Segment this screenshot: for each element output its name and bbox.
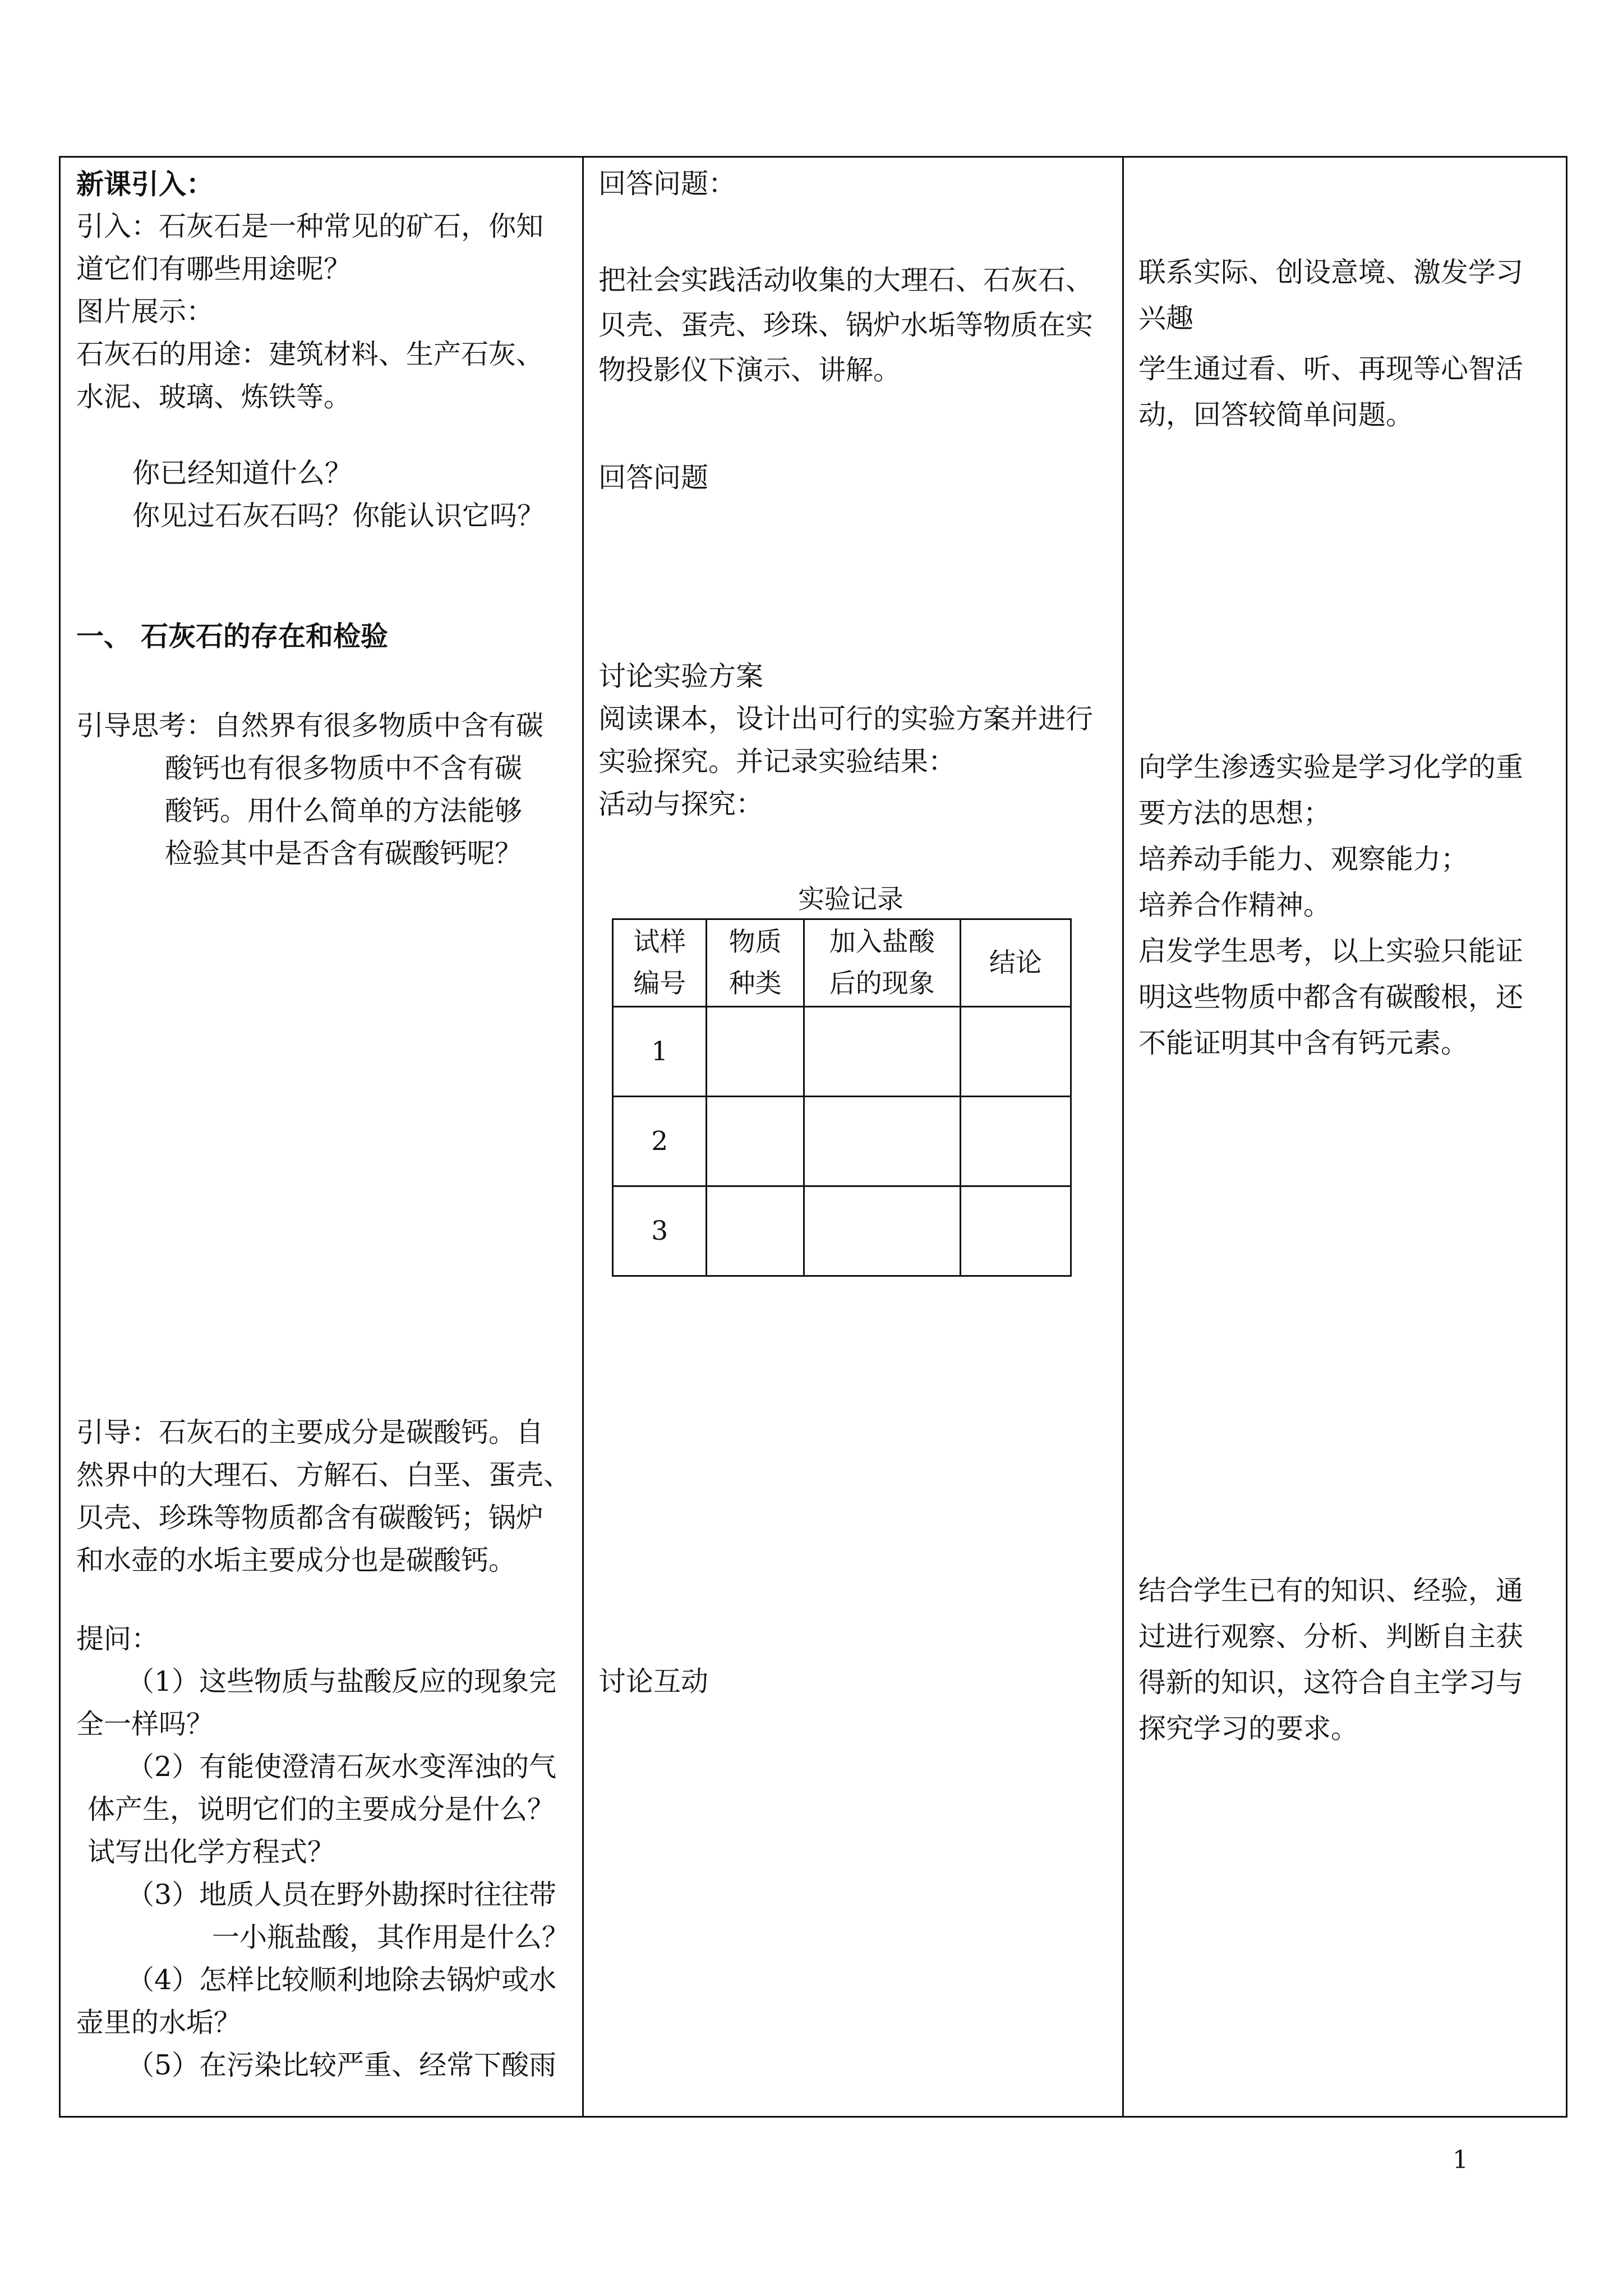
header-phenomenon-line-1: 加入盐酸 <box>829 926 935 958</box>
substance-cell <box>707 1186 804 1276</box>
header-substance-line-1: 物质 <box>728 926 782 958</box>
question-know: 你已经知道什么？ <box>132 457 353 489</box>
intent-3-line-1: 向学生渗透实验是学习化学的重 <box>1138 751 1524 783</box>
intent-5: 培养合作精神。 <box>1138 889 1331 921</box>
conclusion-cell <box>960 1186 1071 1276</box>
question-3-line-2: 一小瓶盐酸，其作用是什么？ <box>212 1921 570 1953</box>
header-sample-line-1: 试样 <box>633 926 686 958</box>
header-conclusion <box>960 919 1071 1007</box>
intent-1-line-1: 联系实际、创设意境、激发学习 <box>1138 256 1524 288</box>
phenomenon-cell <box>804 1186 960 1276</box>
demo-line-1: 把社会实践活动收集的大理石、石灰石、 <box>598 264 1094 296</box>
question-3-line-1: （3）地质人员在野外勘探时往往带 <box>127 1879 557 1911</box>
substance-cell <box>707 1097 804 1186</box>
intent-6-line-1: 启发学生思考，以上实验只能证 <box>1138 935 1524 967</box>
read-line-1: 阅读课本，设计出可行的实验方案并进行 <box>598 703 1094 735</box>
guide-think-line-2: 酸钙也有很多物质中不含有碳 <box>165 752 523 784</box>
conclusion-cell <box>960 1097 1071 1186</box>
intro-line-1: 引入：石灰石是一种常见的矿石，你知 <box>76 210 544 242</box>
substance-cell <box>707 1007 804 1097</box>
sample-number-cell: 3 <box>613 1186 707 1276</box>
intent-7-line-3: 得新的知识，这符合自主学习与 <box>1138 1667 1524 1699</box>
header-sample-number <box>613 919 707 1007</box>
student-column <box>584 158 1122 2116</box>
answer-questions-2: 回答问题 <box>598 462 709 494</box>
uses-line-2: 水泥、玻璃、炼铁等。 <box>76 381 352 413</box>
guide-line-1: 引导：石灰石的主要成分是碳酸钙。自 <box>76 1416 544 1448</box>
page-number: 1 <box>1453 2146 1468 2174</box>
question-1-line-1: （1）这些物质与盐酸反应的现象完 <box>127 1665 557 1697</box>
guide-line-2: 然界中的大理石、方解石、白垩、蛋壳、 <box>76 1459 571 1491</box>
intent-6-line-2: 明这些物质中都含有碳酸根，还 <box>1138 981 1524 1013</box>
demo-line-2: 贝壳、蛋壳、珍珠、锅炉水垢等物质在实 <box>598 309 1094 341</box>
header-substance-type <box>707 919 804 1007</box>
intent-7-line-4: 探究学习的要求。 <box>1138 1713 1359 1745</box>
sample-number-cell: 1 <box>613 1007 707 1097</box>
activity-label: 活动与探究： <box>598 788 764 820</box>
new-lesson-heading: 新课引入： <box>76 168 214 200</box>
guide-line-4: 和水壶的水垢主要成分也是碳酸钙。 <box>76 1544 517 1576</box>
experiment-record-table <box>612 918 1072 1277</box>
question-2-line-3: 试写出化学方程式？ <box>87 1836 335 1868</box>
intent-7-line-1: 结合学生已有的知识、经验，通 <box>1138 1575 1524 1607</box>
intent-6-line-3: 不能证明其中含有钙元素。 <box>1138 1027 1469 1059</box>
header-phenomenon-line-2: 后的现象 <box>829 968 935 999</box>
teacher-column <box>61 158 582 2116</box>
read-line-2: 实验探究。并记录实验结果： <box>598 746 956 777</box>
guide-think-line-1: 引导思考：自然界有很多物质中含有碳 <box>76 710 544 742</box>
header-conclusion-line-1: 结论 <box>989 947 1042 978</box>
phenomenon-cell <box>804 1007 960 1097</box>
header-sample-line-2: 编号 <box>633 968 686 999</box>
discuss-interact: 讨论互动 <box>598 1665 709 1697</box>
question-seen: 你见过石灰石吗？你能认识它吗？ <box>132 500 545 532</box>
ask-label: 提问： <box>76 1623 159 1655</box>
intent-2-line-2: 动，回答较简单问题。 <box>1138 399 1414 431</box>
header-phenomenon <box>804 919 960 1007</box>
question-4-line-1: （4）怎样比较顺利地除去锅炉或水 <box>127 1964 557 1996</box>
header-substance-line-2: 种类 <box>728 968 782 999</box>
intent-1-line-2: 兴趣 <box>1138 302 1194 334</box>
intent-4: 培养动手能力、观察能力； <box>1138 843 1469 875</box>
question-2-line-1: （2）有能使澄清石灰水变浑浊的气 <box>127 1751 557 1783</box>
guide-think-line-3: 酸钙。用什么简单的方法能够 <box>165 795 523 827</box>
experiment-table-title: 实验记录 <box>798 884 903 915</box>
table-row <box>613 1097 1071 1186</box>
intent-7-line-2: 过进行观察、分析、判断自主获 <box>1138 1621 1524 1653</box>
intro-line-2: 道它们有哪些用途呢？ <box>76 253 352 285</box>
lesson-plan-table <box>59 156 1567 2118</box>
question-4-line-2: 壶里的水垢？ <box>76 2007 242 2039</box>
design-intent-column <box>1124 158 1569 2116</box>
answer-questions-1: 回答问题： <box>598 168 736 200</box>
conclusion-cell <box>960 1007 1071 1097</box>
guide-line-3: 贝壳、珍珠等物质都含有碳酸钙；锅炉 <box>76 1502 544 1534</box>
question-2-line-2: 体产生，说明它们的主要成分是什么？ <box>87 1793 555 1825</box>
intent-2-line-1: 学生通过看、听、再现等心智活 <box>1138 353 1524 385</box>
guide-think-line-4: 检验其中是否含有碳酸钙呢？ <box>165 838 523 869</box>
demo-line-3: 物投影仪下演示、讲解。 <box>598 354 901 386</box>
experiment-table-header-row <box>613 919 1071 1007</box>
picture-show-label: 图片展示： <box>76 296 214 328</box>
table-row <box>613 1007 1071 1097</box>
discuss-plan: 讨论实验方案 <box>598 660 764 692</box>
phenomenon-cell <box>804 1097 960 1186</box>
uses-line-1: 石灰石的用途：建筑材料、生产石灰、 <box>76 338 544 370</box>
section-1-heading: 一、 石灰石的存在和检验 <box>76 620 389 652</box>
table-row <box>613 1186 1071 1276</box>
sample-number-cell: 2 <box>613 1097 707 1186</box>
question-1-line-2: 全一样吗？ <box>76 1708 214 1740</box>
question-5-line-1: （5）在污染比较严重、经常下酸雨 <box>127 2049 557 2081</box>
intent-3-line-2: 要方法的思想； <box>1138 797 1331 829</box>
